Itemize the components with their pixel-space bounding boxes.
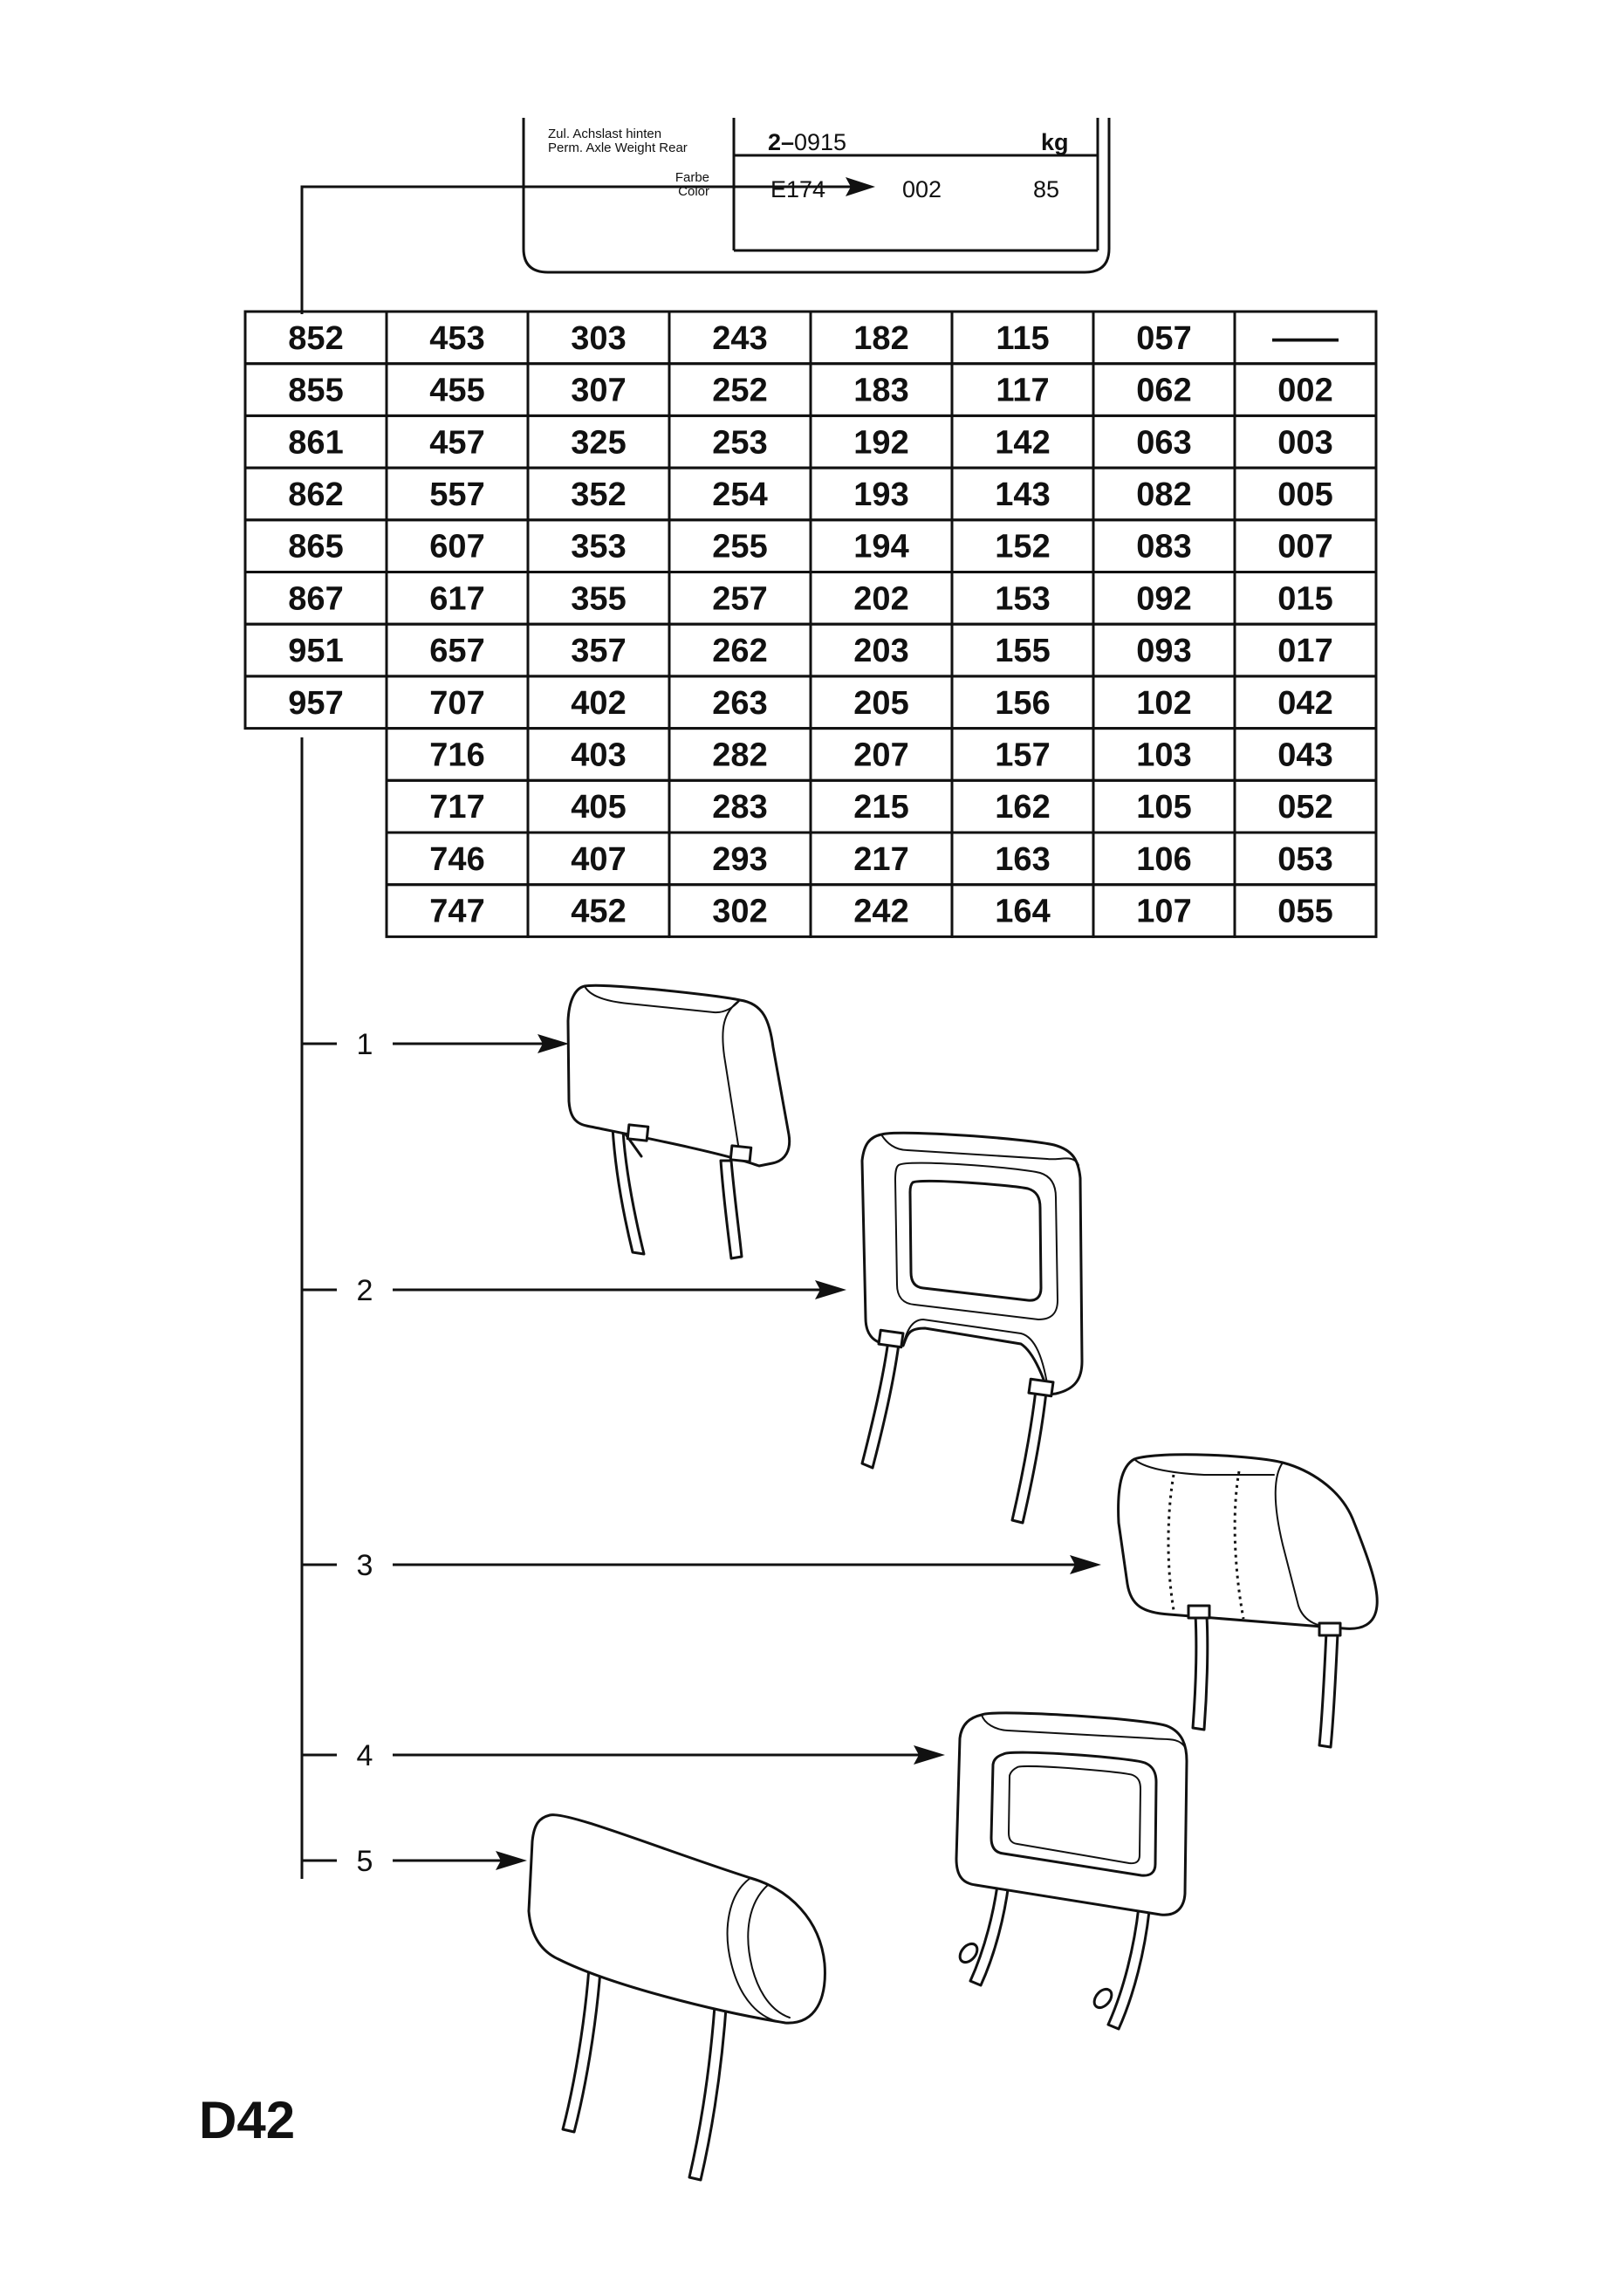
table-code: 303 bbox=[571, 319, 627, 357]
table-code: 867 bbox=[288, 580, 344, 618]
table-code: 242 bbox=[853, 893, 909, 930]
code-table bbox=[245, 312, 1376, 936]
table-code: 453 bbox=[429, 319, 485, 357]
table-code: 355 bbox=[571, 580, 627, 618]
table-code: 255 bbox=[712, 528, 768, 565]
table-code: 194 bbox=[853, 528, 909, 565]
table-code: 202 bbox=[853, 580, 909, 618]
table-code: 862 bbox=[288, 476, 344, 513]
table-code: 105 bbox=[1136, 789, 1192, 826]
table-code: 055 bbox=[1277, 893, 1333, 930]
headrest-stitched-icon bbox=[1119, 1455, 1378, 1747]
table-code: 252 bbox=[712, 372, 768, 409]
table-code: 607 bbox=[429, 528, 485, 565]
headrest-open-frame-icon bbox=[956, 1713, 1187, 2029]
table-code: 951 bbox=[288, 633, 344, 670]
table-code: 117 bbox=[996, 372, 1050, 409]
table-code: 855 bbox=[288, 372, 344, 409]
callout-label: 3 bbox=[356, 1549, 373, 1582]
color-value-1: 002 bbox=[902, 176, 942, 202]
table-code: 207 bbox=[853, 737, 909, 774]
table-code: 192 bbox=[853, 424, 909, 462]
table-code: 457 bbox=[429, 424, 485, 462]
table-code: 103 bbox=[1136, 737, 1192, 774]
page-id: D42 bbox=[199, 2091, 296, 2149]
table-code: 093 bbox=[1136, 633, 1192, 670]
table-code: 164 bbox=[995, 893, 1051, 930]
table-code: 407 bbox=[571, 840, 627, 878]
table-code: 155 bbox=[995, 633, 1051, 670]
table-code: 352 bbox=[571, 476, 627, 513]
table-code: 557 bbox=[429, 476, 485, 513]
table-code: 263 bbox=[712, 684, 768, 722]
table-code: 852 bbox=[288, 319, 344, 357]
table-code: 717 bbox=[429, 789, 485, 826]
table-code: 152 bbox=[995, 528, 1051, 565]
headrest-cylindrical-icon bbox=[529, 1815, 825, 2180]
table-code: 865 bbox=[288, 528, 344, 565]
table-code: 283 bbox=[712, 789, 768, 826]
table-code: 143 bbox=[995, 476, 1051, 513]
table-code: 205 bbox=[853, 684, 909, 722]
table-code: 063 bbox=[1136, 424, 1192, 462]
table-code: 083 bbox=[1136, 528, 1192, 565]
axle-unit: kg bbox=[1041, 129, 1069, 155]
table-code: 043 bbox=[1277, 737, 1333, 774]
table-code: 005 bbox=[1277, 476, 1333, 513]
callout-label: 4 bbox=[356, 1739, 373, 1772]
table-code: 253 bbox=[712, 424, 768, 462]
axle-value: 0915 bbox=[794, 129, 847, 155]
table-code: 455 bbox=[429, 372, 485, 409]
table-code: 092 bbox=[1136, 580, 1192, 618]
table-code: 115 bbox=[996, 319, 1050, 357]
axle-value-prefix: 2– bbox=[768, 129, 795, 155]
table-code: 405 bbox=[571, 789, 627, 826]
table-code: 162 bbox=[995, 789, 1051, 826]
table-code: 357 bbox=[571, 633, 627, 670]
table-code: 243 bbox=[712, 319, 768, 357]
axle-label-en: Perm. Axle Weight Rear bbox=[548, 141, 688, 155]
table-code: 657 bbox=[429, 633, 485, 670]
table-code: 403 bbox=[571, 737, 627, 774]
table-code: 106 bbox=[1136, 840, 1192, 878]
table-code: 302 bbox=[712, 893, 768, 930]
table-code: 002 bbox=[1277, 372, 1333, 409]
table-code: 157 bbox=[995, 737, 1051, 774]
headrest-solid-icon bbox=[568, 985, 790, 1258]
table-code: 957 bbox=[288, 684, 344, 722]
table-code: 746 bbox=[429, 840, 485, 878]
headrest-open-frame-icon bbox=[862, 1133, 1082, 1523]
table-code: 007 bbox=[1277, 528, 1333, 565]
table-code: 107 bbox=[1136, 893, 1192, 930]
callout-label: 2 bbox=[356, 1274, 373, 1307]
table-code: 325 bbox=[571, 424, 627, 462]
table-code: —— bbox=[1272, 319, 1339, 357]
table-code: 707 bbox=[429, 684, 485, 722]
table-code: 353 bbox=[571, 528, 627, 565]
table-code: 293 bbox=[712, 840, 768, 878]
table-code: 183 bbox=[853, 372, 909, 409]
table-code: 052 bbox=[1277, 789, 1333, 826]
table-code: 257 bbox=[712, 580, 768, 618]
color-code: E174 bbox=[770, 176, 826, 202]
table-code: 102 bbox=[1136, 684, 1192, 722]
table-code: 153 bbox=[995, 580, 1051, 618]
table-code: 082 bbox=[1136, 476, 1192, 513]
table-code: 402 bbox=[571, 684, 627, 722]
table-code: 282 bbox=[712, 737, 768, 774]
table-code: 042 bbox=[1277, 684, 1333, 722]
table-code: 262 bbox=[712, 633, 768, 670]
table-code: 057 bbox=[1136, 319, 1192, 357]
table-code: 062 bbox=[1136, 372, 1192, 409]
table-code: 617 bbox=[429, 580, 485, 618]
id-plate bbox=[524, 118, 1109, 272]
table-code: 182 bbox=[853, 319, 909, 357]
table-code: 307 bbox=[571, 372, 627, 409]
table-code: 215 bbox=[853, 789, 909, 826]
table-code: 254 bbox=[712, 476, 768, 513]
table-code: 716 bbox=[429, 737, 485, 774]
table-code: 015 bbox=[1277, 580, 1333, 618]
callout-label: 1 bbox=[356, 1028, 373, 1061]
color-value-2: 85 bbox=[1033, 176, 1060, 202]
table-code: 163 bbox=[995, 840, 1051, 878]
table-code: 861 bbox=[288, 424, 344, 462]
table-code: 053 bbox=[1277, 840, 1333, 878]
table-code: 217 bbox=[853, 840, 909, 878]
table-code: 017 bbox=[1277, 633, 1333, 670]
color-label-en: Color bbox=[678, 184, 709, 199]
table-code: 747 bbox=[429, 893, 485, 930]
color-label-de: Farbe bbox=[675, 170, 709, 185]
table-code: 142 bbox=[995, 424, 1051, 462]
table-code: 003 bbox=[1277, 424, 1333, 462]
table-code: 203 bbox=[853, 633, 909, 670]
table-code: 193 bbox=[853, 476, 909, 513]
table-code: 156 bbox=[995, 684, 1051, 722]
axle-label-de: Zul. Achslast hinten bbox=[548, 127, 662, 141]
table-code: 452 bbox=[571, 893, 627, 930]
callout-label: 5 bbox=[356, 1845, 373, 1878]
